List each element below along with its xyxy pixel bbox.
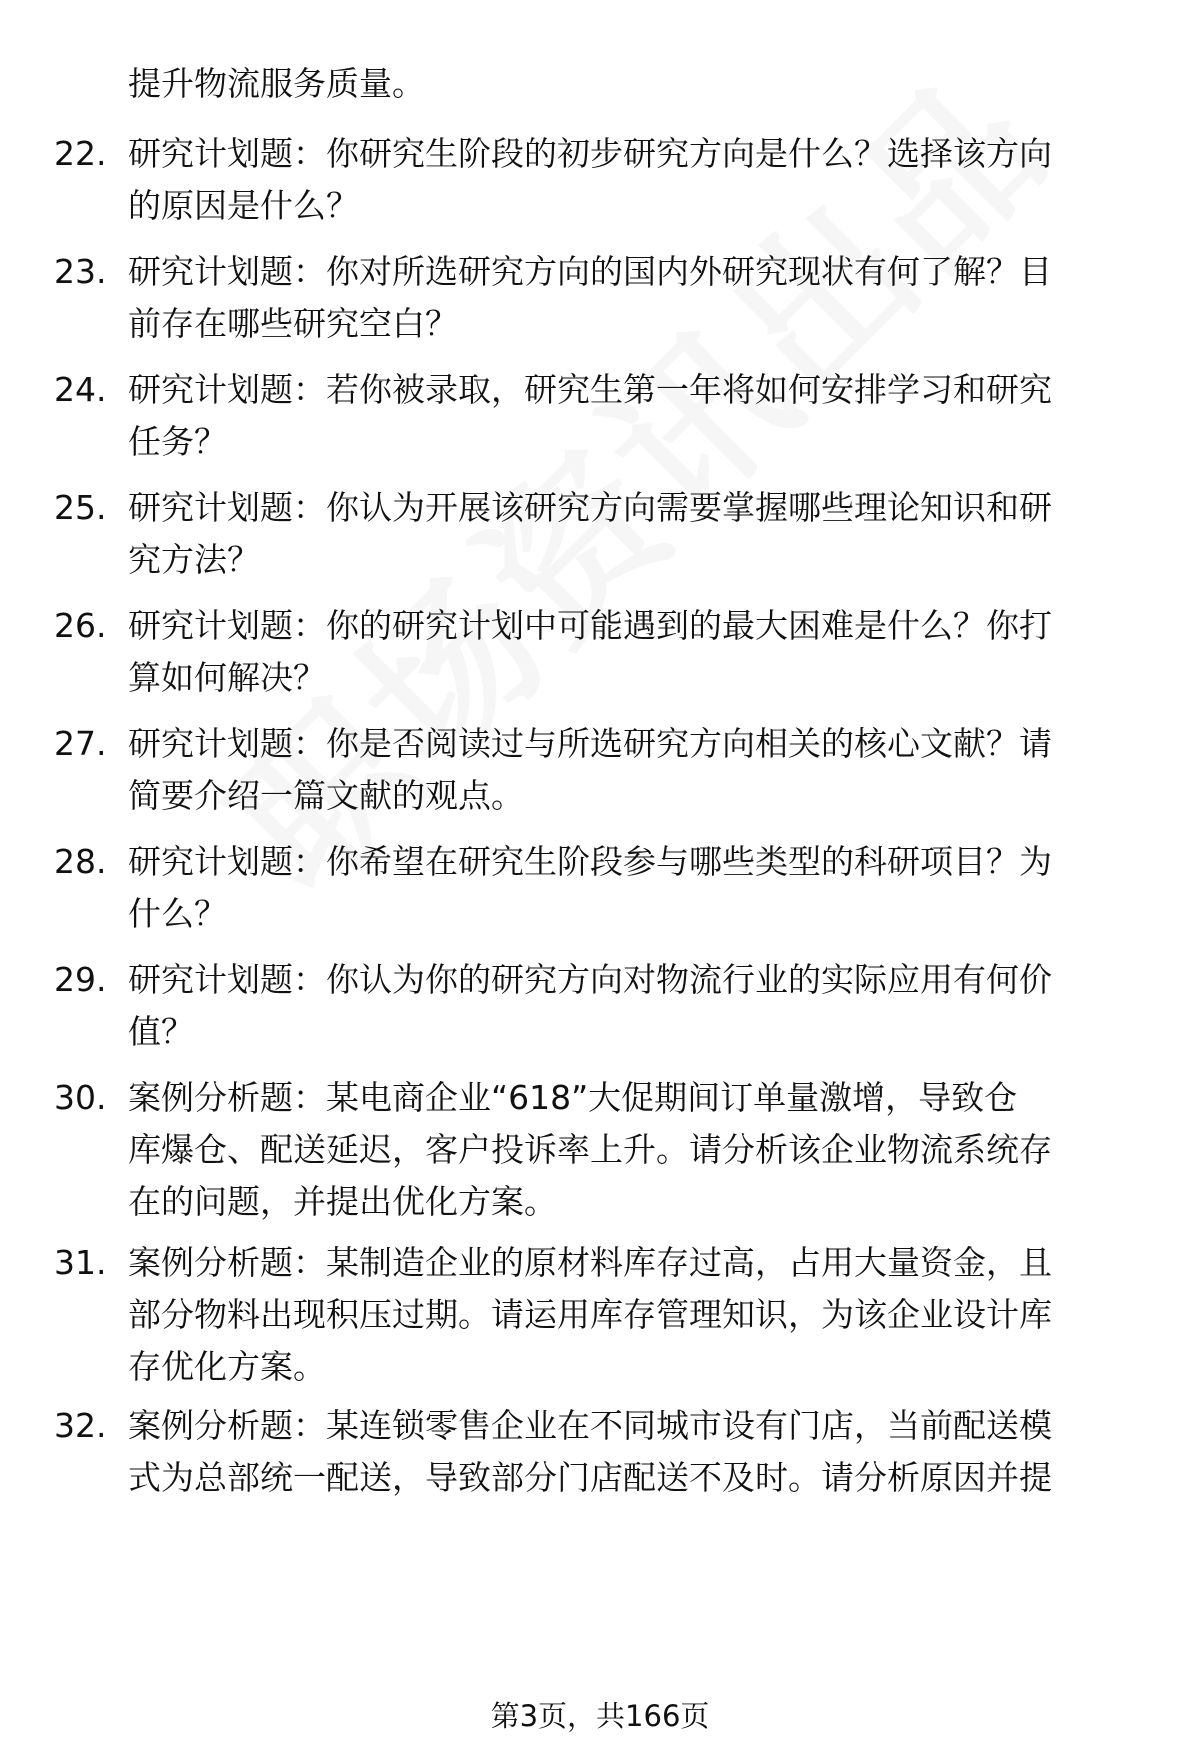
item-number: 27.	[54, 724, 107, 763]
item-text	[128, 1400, 1138, 1504]
item-text	[128, 1072, 1138, 1228]
item-number: 31.	[54, 1243, 107, 1282]
item-line: 研究计划题：你对所选研究方向的国内外研究现状有何了解？目	[128, 252, 1052, 291]
item-line: 式为总部统一配送，导致部分门店配送不及时。请分析原因并提	[128, 1458, 1052, 1497]
item-line: 任务？	[128, 422, 227, 461]
item-line: 存优化方案。	[128, 1347, 326, 1386]
item-line: 案例分析题：某电商企业“618”大促期间订单量激增，导致仓	[128, 1078, 1018, 1117]
item-text	[128, 246, 1138, 350]
item-number: 30.	[54, 1078, 107, 1117]
item-number: 22.	[54, 134, 107, 173]
item-text	[128, 600, 1138, 704]
item-text	[128, 1237, 1138, 1393]
item-line: 研究计划题：你研究生阶段的初步研究方向是什么？选择该方向	[128, 134, 1052, 173]
continued-line: 提升物流服务质量。	[128, 64, 425, 103]
item-line: 简要介绍一篇文献的观点。	[128, 776, 524, 815]
item-text	[128, 836, 1138, 940]
item-line: 的原因是什么？	[128, 186, 359, 225]
item-text	[128, 954, 1138, 1058]
item-line: 库爆仓、配送延迟，客户投诉率上升。请分析该企业物流系统存	[128, 1130, 1052, 1169]
item-text	[128, 718, 1138, 822]
item-line: 研究计划题：你的研究计划中可能遇到的最大困难是什么？你打	[128, 606, 1052, 645]
item-line: 研究计划题：你认为你的研究方向对物流行业的实际应用有何价	[128, 960, 1052, 999]
item-line: 在的问题，并提出优化方案。	[128, 1182, 557, 1221]
item-number: 24.	[54, 370, 107, 409]
item-line: 研究计划题：若你被录取，研究生第一年将如何安排学习和研究	[128, 370, 1052, 409]
item-number: 32.	[54, 1406, 107, 1445]
page-footer: 第3页，共166页	[490, 1699, 710, 1733]
item-text	[128, 128, 1138, 232]
item-number: 29.	[54, 960, 107, 999]
item-text	[128, 482, 1138, 586]
item-number: 23.	[54, 252, 107, 291]
item-number: 25.	[54, 488, 107, 527]
item-line: 前存在哪些研究空白？	[128, 304, 458, 343]
item-line: 研究计划题：你认为开展该研究方向需要掌握哪些理论知识和研	[128, 488, 1052, 527]
item-line: 值？	[128, 1012, 194, 1051]
item-number: 26.	[54, 606, 107, 645]
item-line: 究方法？	[128, 540, 260, 579]
item-line: 什么？	[128, 894, 227, 933]
item-number: 28.	[54, 842, 107, 881]
item-text	[128, 364, 1138, 468]
item-line: 案例分析题：某连锁零售企业在不同城市设有门店，当前配送模	[128, 1406, 1052, 1445]
item-line: 部分物料出现积压过期。请运用库存管理知识，为该企业设计库	[128, 1295, 1052, 1334]
item-line: 研究计划题：你希望在研究生阶段参与哪些类型的科研项目？为	[128, 842, 1052, 881]
item-line: 算如何解决？	[128, 658, 326, 697]
item-line: 案例分析题：某制造企业的原材料库存过高，占用大量资金，且	[128, 1243, 1052, 1282]
item-line: 研究计划题：你是否阅读过与所选研究方向相关的核心文献？请	[128, 724, 1052, 763]
